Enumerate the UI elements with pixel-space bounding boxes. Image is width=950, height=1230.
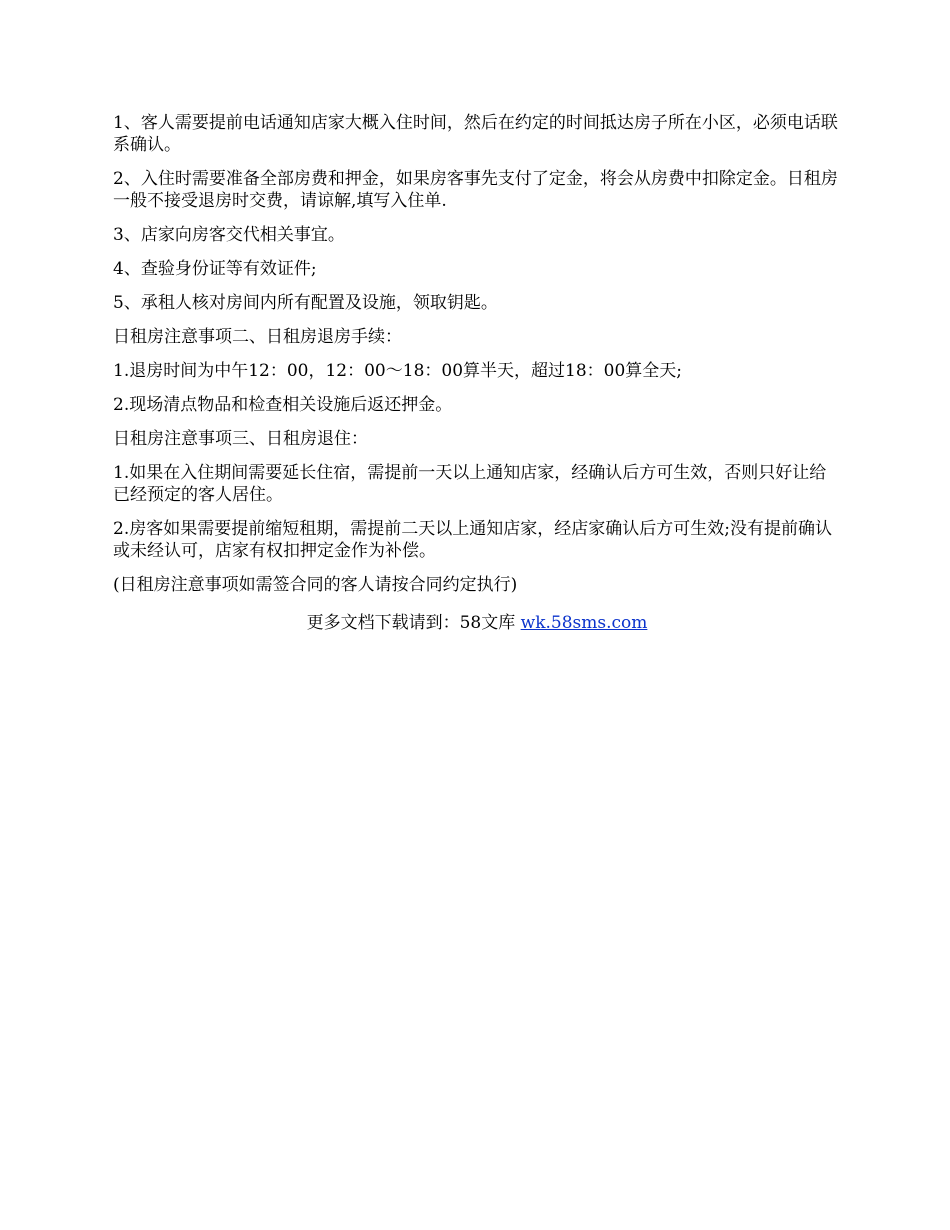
paragraph-2: 2、入住时需要准备全部房费和押金，如果房客事先支付了定金，将会从房费中扣除定金。日租房一般不接受退房时交费，请谅解,填写入住单. [113, 169, 838, 211]
paragraph-checkout-2: 2.现场清点物品和检查相关设施后返还押金。 [113, 395, 453, 415]
footer-download-note [113, 612, 841, 634]
paragraph-4: 4、查验身份证等有效证件; [113, 259, 317, 279]
paragraph-1: 1、客人需要提前电话通知店家大概入住时间，然后在约定的时间抵达房子所在小区，必须电话联系确认。 [113, 113, 838, 155]
footer-link[interactable]: wk.58sms.com [520, 613, 648, 633]
paragraph-3: 3、店家向房客交代相关事宜。 [113, 225, 345, 245]
document-body [113, 112, 841, 634]
paragraph-5: 5、承租人核对房间内所有配置及设施，领取钥匙。 [113, 293, 498, 313]
paragraph-cancellation-2: 2.房客如果需要提前缩短租期，需提前二天以上通知店家，经店家确认后方可生效;没有提前确认或未经认可，店家有权扣押定金作为补偿。 [113, 519, 832, 561]
footer-prefix: 更多文档下载请到：58文库 [306, 613, 521, 633]
paragraph-contract-note: (日租房注意事项如需签合同的客人请按合同约定执行) [113, 575, 518, 595]
paragraph-cancellation-1: 1.如果在入住期间需要延长住宿，需提前一天以上通知店家，经确认后方可生效，否则只好让给已经预定的客人居住。 [113, 463, 827, 505]
section-heading-checkout: 日租房注意事项二、日租房退房手续： [113, 327, 402, 347]
section-heading-cancellation: 日租房注意事项三、日租房退住： [113, 429, 368, 449]
paragraph-checkout-1: 1.退房时间为中午12：00，12：00～18：00算半天，超过18：00算全天; [113, 361, 683, 381]
